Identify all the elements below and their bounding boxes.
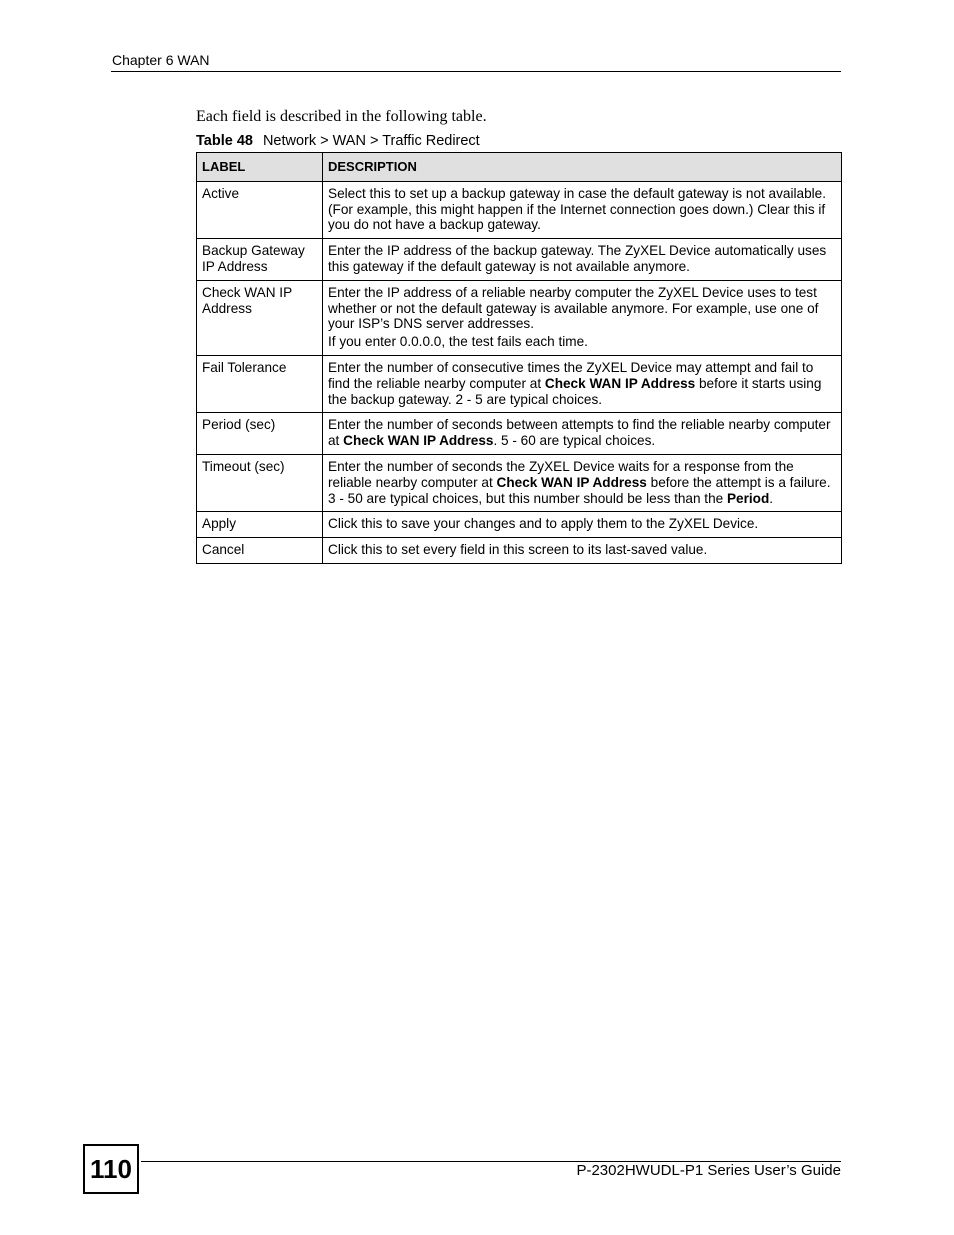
row-label: Timeout (sec) xyxy=(197,454,323,511)
description-paragraph: Select this to set up a backup gateway in case the default gateway is not available. (For example, this might happen if the Internet connection goes down.) Clear this if you do not have a backup gateway. xyxy=(328,185,826,233)
description-paragraph: Click this to set every field in this screen to its last-saved value. xyxy=(328,542,708,558)
fields-table xyxy=(196,152,842,564)
description-text: . xyxy=(769,490,774,506)
row-description xyxy=(323,355,842,412)
description-text: Enter the number of consecutive times the ZyXEL Device may attempt and fail to find the reliable nearby computer at xyxy=(328,359,814,391)
header-rule xyxy=(111,71,841,72)
description-paragraph: If you enter 0.0.0.0, the test fails each time. xyxy=(328,334,588,350)
table-row xyxy=(197,280,842,355)
description-text: Enter the number of seconds the ZyXEL Device waits for a response from the reliable nearby computer at xyxy=(328,458,794,490)
row-label: Check WAN IP Address xyxy=(197,280,323,355)
description-column-header: DESCRIPTION xyxy=(323,153,842,182)
field-reference: Check WAN IP Address xyxy=(496,474,647,490)
row-description xyxy=(323,512,842,538)
label-column-header: LABEL xyxy=(197,153,323,182)
row-label: Active xyxy=(197,181,323,238)
table-row xyxy=(197,454,842,511)
table-row xyxy=(197,512,842,538)
chapter-header: Chapter 6 WAN xyxy=(112,52,210,68)
intro-text: Each field is described in the following table. xyxy=(196,108,487,125)
table-title: Network > WAN > Traffic Redirect xyxy=(262,133,480,149)
table-row xyxy=(197,239,842,281)
table-row xyxy=(197,538,842,564)
row-label: Period (sec) xyxy=(197,413,323,455)
description-paragraph: Enter the IP address of the backup gateway. The ZyXEL Device automatically uses this gateway if the default gateway is not available anymore. xyxy=(328,243,827,274)
description-text: before the attempt is a failure. 3 - 50 are typical choices, but this number should be less than the xyxy=(328,474,831,506)
table-row xyxy=(197,413,842,455)
description-paragraph: Click this to save your changes and to apply them to the ZyXEL Device. xyxy=(328,516,759,532)
row-label: Backup Gateway IP Address xyxy=(197,239,323,281)
field-reference: Check WAN IP Address xyxy=(544,375,696,391)
row-description xyxy=(323,239,842,281)
description-text: before it starts using the backup gateway. 2 - 5 are typical choices. xyxy=(328,375,822,407)
row-label: Cancel xyxy=(197,538,323,564)
row-description xyxy=(323,181,842,238)
table-number: Table 48 xyxy=(196,133,253,149)
row-description xyxy=(323,413,842,455)
row-description xyxy=(323,454,842,511)
table-header-row xyxy=(197,153,842,182)
row-label: Fail Tolerance xyxy=(197,355,323,412)
page-number: 110 xyxy=(83,1144,139,1194)
description-text: Enter the number of seconds between attempts to find the reliable nearby computer at xyxy=(328,417,831,449)
description-text: . 5 - 60 are typical choices. xyxy=(493,433,656,449)
row-description xyxy=(323,280,842,355)
table-row xyxy=(197,355,842,412)
table-row xyxy=(197,181,842,238)
row-label: Apply xyxy=(197,512,323,538)
description-paragraph: Enter the IP address of a reliable nearby computer the ZyXEL Device uses to test whether or not the default gateway is available anymore. For example, use one of your ISP’s DNS server addresses. xyxy=(328,284,819,332)
row-description xyxy=(323,538,842,564)
table-caption xyxy=(196,133,480,149)
field-reference: Check WAN IP Address xyxy=(343,433,494,449)
guide-title: P-2302HWUDL-P1 Series User’s Guide xyxy=(576,1162,841,1179)
field-reference: Period xyxy=(726,490,770,506)
